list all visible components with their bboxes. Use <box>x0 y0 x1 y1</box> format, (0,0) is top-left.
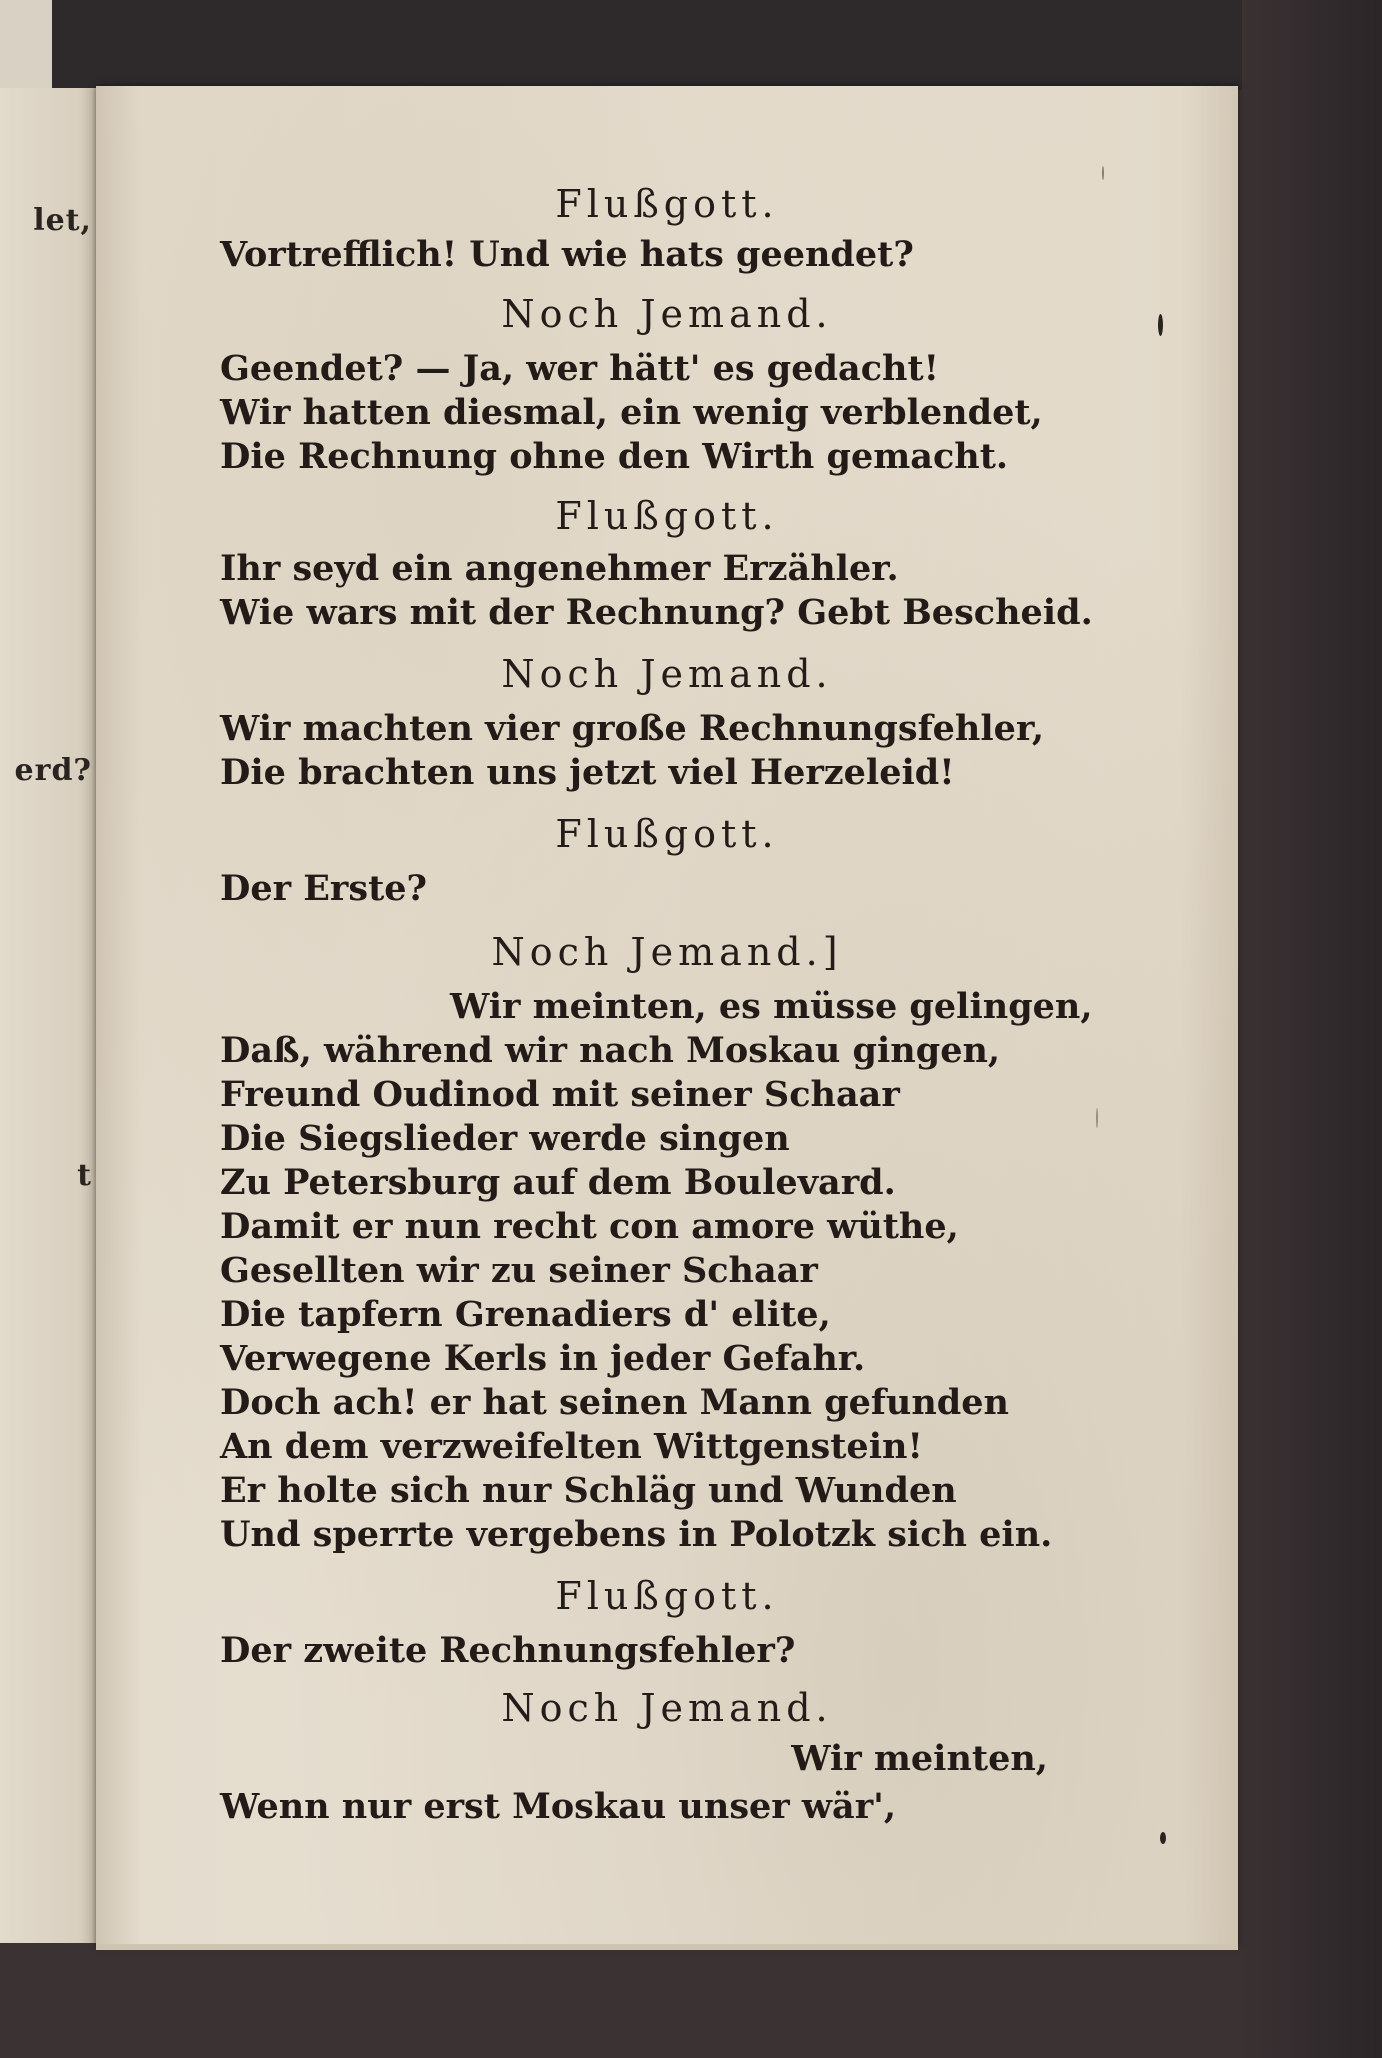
verse-line: Zu Petersburg auf dem Boulevard. <box>220 1162 896 1203</box>
ink-speck <box>1158 314 1163 336</box>
verse-line: Vortrefflich! Und wie hats geendet? <box>220 234 914 275</box>
verse-line: Freund Oudinod mit seiner Schaar <box>220 1074 900 1115</box>
speaker-heading: Noch Jemand. <box>501 1686 833 1730</box>
previous-page-fragment: let, <box>33 203 92 238</box>
verse-line: Verwegene Kerls in jeder Gefahr. <box>220 1338 866 1379</box>
paper-mark <box>1102 166 1104 180</box>
verse-line: Wir hatten diesmal, ein wenig verblendet, <box>220 392 1043 433</box>
left-page-top-corner <box>0 0 52 90</box>
verse-line: Wir meinten, es müsse gelingen, <box>450 986 1093 1027</box>
previous-page-fragment: t <box>77 1158 92 1193</box>
dark-background-top <box>0 0 1382 90</box>
speaker-heading: Noch Jemand.] <box>491 930 843 974</box>
verse-line: Damit er nun recht con amore wüthe, <box>220 1206 959 1247</box>
page-text <box>96 86 1238 1946</box>
verse-line: Die Siegslieder werde singen <box>220 1118 790 1159</box>
verse-line: Die Rechnung ohne den Wirth gemacht. <box>220 436 1009 477</box>
verse-line: Wir meinten, <box>791 1738 1048 1779</box>
verse-line: Ihr seyd ein angenehmer Erzähler. <box>220 548 899 589</box>
ink-speck <box>1160 1832 1166 1844</box>
previous-page-fragment: erd? <box>14 753 92 788</box>
paper-mark <box>1096 1108 1098 1128</box>
page-bottom-edge <box>96 1944 1238 1950</box>
verse-line: Wie wars mit der Rechnung? Gebt Bescheid. <box>220 592 1093 633</box>
verse-line: Er holte sich nur Schläg und Wunden <box>220 1470 957 1511</box>
verse-line: Die brachten uns jetzt viel Herzeleid! <box>220 752 955 793</box>
verse-line: Die tapfern Grenadiers d' elite, <box>220 1294 831 1335</box>
speaker-heading: Flußgott. <box>555 812 779 856</box>
speaker-heading: Noch Jemand. <box>501 292 833 336</box>
verse-line: Wir machten vier große Rechnungsfehler, <box>220 708 1045 749</box>
speaker-heading: Flußgott. <box>555 1574 779 1618</box>
verse-line: Und sperrte vergebens in Polotzk sich ein. <box>220 1514 1053 1555</box>
verse-line: Der Erste? <box>220 868 428 909</box>
speaker-heading: Flußgott. <box>555 182 779 226</box>
speaker-heading: Noch Jemand. <box>501 652 833 696</box>
dark-background-right <box>1242 0 1382 2058</box>
verse-line: Daß, während wir nach Moskau gingen, <box>220 1030 1001 1071</box>
verse-line: Wenn nur erst Moskau unser wär', <box>220 1786 897 1827</box>
previous-page-edge <box>0 88 100 1943</box>
verse-line: Gesellten wir zu seiner Schaar <box>220 1250 818 1291</box>
verse-line: Geendet? — Ja, wer hätt' es gedacht! <box>220 348 939 389</box>
verse-line: Doch ach! er hat seinen Mann gefunden <box>220 1382 1009 1423</box>
verse-line: An dem verzweifelten Wittgenstein! <box>220 1426 923 1467</box>
speaker-heading: Flußgott. <box>555 494 779 538</box>
verse-line: Der zweite Rechnungsfehler? <box>220 1630 796 1671</box>
book-page <box>96 86 1238 1946</box>
